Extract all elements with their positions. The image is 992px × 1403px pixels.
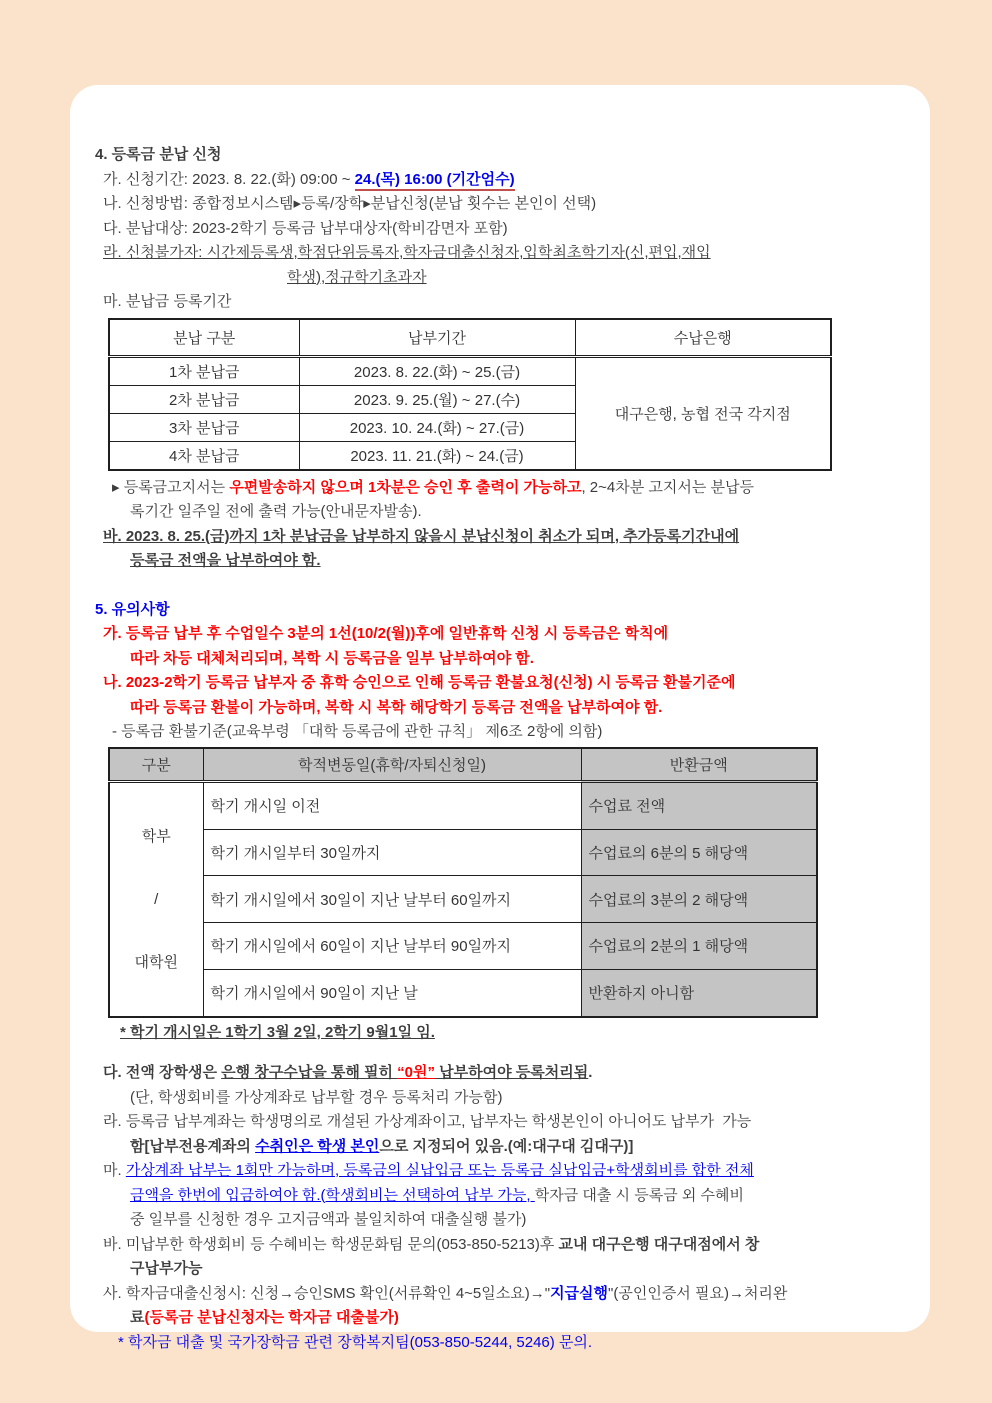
bank-branch-text: 교내 대구은행 대구대점에서 창 — [558, 1235, 760, 1253]
section4-item-ra-line2 — [287, 266, 905, 291]
table2-header-change-date: 학적변동일(휴학/자퇴신청일) — [203, 748, 581, 782]
payee-text: 수취인은 학생 본인 — [255, 1137, 380, 1155]
scholar-period: . — [588, 1064, 593, 1081]
installment-label: 2차 분납금 — [109, 385, 299, 413]
installment-label: 1차 분납금 — [109, 356, 299, 385]
table1-header-category: 분납 구분 — [109, 319, 299, 357]
section5-title: 5. 유의사항 — [95, 600, 170, 618]
item-ma-line1 — [103, 1159, 905, 1184]
table2-row — [109, 922, 817, 969]
apply-period-label: 가. 신청기간: 2023. 8. 22.(화) 09:00 ~ — [103, 170, 355, 188]
table1-header-row — [109, 319, 831, 357]
item-sa-line1 — [103, 1282, 905, 1307]
semester-start-footnote — [120, 1021, 905, 1046]
bill-note-text1: 등록금고지서는 — [123, 478, 230, 496]
loan-apply-text3: 료 — [130, 1309, 145, 1326]
section4-item-na: 나. 신청방법: 종합정보시스템▸등록/장학▸분납신청(분납 횟수는 본인이 선택) — [103, 195, 597, 212]
change-date-cell: 학기 개시일에서 90일이 지난 날 — [203, 969, 581, 1016]
group-line: / — [154, 890, 159, 908]
table2-header-category: 구분 — [109, 748, 203, 782]
bill-note-line1 — [112, 476, 905, 501]
table2-header-row — [109, 748, 817, 782]
refund-amount-cell: 수업료의 2분의 1 해당액 — [581, 922, 817, 969]
loan-execution-text: 지급실행 — [550, 1284, 609, 1302]
document-content — [70, 85, 930, 1355]
installment-schedule-table — [108, 318, 832, 471]
bill-note-text2: , 2~4차분 고지서는 분납등 — [581, 478, 754, 496]
item-da-line1 — [103, 1061, 905, 1086]
section4-title: 4. 등록금 분납 신청 — [95, 146, 222, 163]
apply-deadline-text: 24.(목) 16:00 (기간엄수) — [355, 171, 515, 191]
refund-amount-cell: 반환하지 아니함 — [581, 969, 817, 1016]
ineligible-text-line1: 라. 신청불가자: 시간제등록생,학점단위등록자,학자금대출신청자,입학최초학기자(신,편입,재입 — [103, 244, 711, 261]
refund-rule-note: - 등록금 환불기준(교육부령 「대학 등록금에 관한 규칙」 제6조 2항에 의함) — [112, 723, 603, 740]
table1-header-period: 납부기간 — [299, 319, 575, 357]
zero-won-text: “0원” — [397, 1064, 436, 1081]
bank-cell: 대구은행, 농협 전국 각지점 — [575, 356, 831, 470]
section4-item-ba-line1 — [103, 525, 905, 550]
change-date-cell: 학기 개시일 이전 — [203, 781, 581, 829]
loan-apply-text2: "(공인인증서 필요)→처리완 — [608, 1284, 788, 1302]
refund-amount-cell: 수업료 전액 — [581, 781, 817, 829]
scholar-text1: 다. 전액 장학생은 — [103, 1064, 222, 1081]
table2-row — [109, 969, 817, 1016]
item-ra-line1: 라. 등록금 납부계좌는 학생명의로 개설된 가상계좌이고, 납부자는 학생본인이 아니어도 납부가 가능 — [103, 1113, 752, 1130]
item-ma-line2 — [130, 1184, 905, 1209]
cancel-warning-line2: 등록금 전액을 납부하여야 함. — [130, 552, 321, 569]
virtual-account-text2: 금액을 한번에 입금하여야 함.(학생회비는 선택하여 납부 가능, — [130, 1186, 535, 1204]
change-date-cell: 학기 개시일에서 60일이 지난 날부터 90일까지 — [203, 922, 581, 969]
section4-item-ra-line1 — [103, 241, 905, 266]
installment-period: 2023. 10. 24.(화) ~ 27.(금) — [299, 413, 575, 441]
ineligible-text-line2: 학생),정규학기초과자 — [287, 268, 427, 286]
section4-item-ma: 마. 분납금 등록기간 — [103, 293, 232, 310]
change-date-cell: 학기 개시일부터 30일까지 — [203, 829, 581, 876]
section5-item-na-line1: 나. 2023-2학기 등록금 납부자 중 휴학 승인으로 인해 등록금 환불요청(신청) 시 등록금 환불기준에 — [103, 674, 736, 691]
item-ma-line3: 중 일부를 신청한 경우 고지금액과 불일치하여 대출실행 불가) — [130, 1211, 527, 1228]
item-da-line2: (단, 학생회비를 가상계좌로 납부할 경우 등록처리 가능함) — [130, 1088, 503, 1106]
section4-item-ga — [103, 168, 905, 193]
table1-header-bank: 수납은행 — [575, 319, 831, 357]
bill-note-red-text: 우편발송하지 않으며 1차분은 승인 후 출력이 가능하고 — [229, 478, 582, 496]
table2-row — [109, 781, 817, 829]
installment-period: 2023. 8. 22.(화) ~ 25.(금) — [299, 356, 575, 385]
refund-criteria-table — [108, 747, 818, 1018]
virtual-account-text1: 가상계좌 납부는 1회만 가능하며, 등록금의 실납입금 또는 등록금 실납입금+학생회비를 합한 전체 — [125, 1162, 754, 1179]
bullet-triangle-icon: ▸ — [112, 478, 120, 496]
installment-period: 2023. 9. 25.(월) ~ 27.(수) — [299, 385, 575, 413]
item-ba-line2: 구납부가능 — [130, 1260, 203, 1277]
section4-item-ba-line2 — [130, 549, 905, 574]
item-ma-marker: 마. — [103, 1162, 126, 1179]
section5-item-ga-line2: 따라 차등 대체처리되며, 복학 시 등록금을 일부 납부하여야 함. — [130, 649, 534, 667]
loan-contact-note: * 학자금 대출 및 국가장학금 관련 장학복지팀(053-850-5244, 5246) 문의. — [118, 1333, 593, 1351]
refund-amount-cell: 수업료의 3분의 2 해당액 — [581, 876, 817, 923]
section5-item-ga-line1: 가. 등록금 납부 후 수업일수 3분의 1선(10/2(월))후에 일반휴학 신청 시 등록금은 학칙에 — [103, 625, 669, 642]
section5-item-na-line2: 따라 등록금 환불이 가능하며, 복학 시 복학 해당학기 등록금 전액을 납부하여야 함. — [130, 698, 663, 716]
unpaid-fee-text: 바. 미납부한 학생회비 등 수혜비는 학생문화팀 문의(053-850-5213)후 — [103, 1235, 559, 1253]
table2-header-refund: 반환금액 — [581, 748, 817, 782]
installment-label: 3차 분납금 — [109, 413, 299, 441]
table2-row — [109, 876, 817, 923]
loan-apply-text1: 사. 학자금대출신청시: 신청→승인SMS 확인(서류확인 4~5일소요)→" — [103, 1284, 551, 1302]
loan-forbidden-text: (등록금 분납신청자는 학자금 대출불가) — [144, 1309, 399, 1326]
change-date-cell: 학기 개시일에서 30일이 지난 날부터 60일까지 — [203, 876, 581, 923]
item-ra-line2 — [130, 1135, 905, 1160]
bill-note-line2: 록기간 일주일 전에 출력 가능(안내문자발송). — [130, 503, 422, 520]
semester-start-text: * 학기 개시일은 1학기 3월 2일, 2학기 9월1일 임. — [120, 1023, 435, 1041]
scholar-underline2: 납부하여야 등록처리됨 — [435, 1064, 589, 1081]
account-text1: 함[납부전용계좌의 — [130, 1137, 256, 1155]
installment-label: 4차 분납금 — [109, 441, 299, 470]
group-cell — [109, 781, 203, 1017]
table2-row — [109, 829, 817, 876]
account-text2: 으로 지정되어 있음.(예:대구대 김대구)] — [379, 1137, 634, 1155]
document-card — [70, 85, 930, 1351]
group-line: 대학원 — [134, 953, 178, 971]
cancel-warning-line1: 바. 2023. 8. 25.(금)까지 1차 분납금을 납부하지 않을시 분납신청이 취소가 되며, 추가등록기간내에 — [103, 527, 740, 545]
section4-item-da: 다. 분납대상: 2023-2학기 등록금 납부대상자(학비감면자 포함) — [103, 219, 508, 237]
table1-row — [109, 356, 831, 385]
scholar-underline1: 은행 창구수납을 통해 필히 — [221, 1064, 398, 1081]
item-sa-line2 — [130, 1306, 905, 1331]
group-line: 학부 — [141, 827, 171, 845]
refund-amount-cell: 수업료의 6분의 5 해당액 — [581, 829, 817, 876]
loan-mismatch-text1: 학자금 대출 시 등록금 외 수혜비 — [534, 1186, 744, 1204]
item-ba-line1 — [103, 1233, 905, 1258]
installment-period: 2023. 11. 21.(화) ~ 24.(금) — [299, 441, 575, 470]
